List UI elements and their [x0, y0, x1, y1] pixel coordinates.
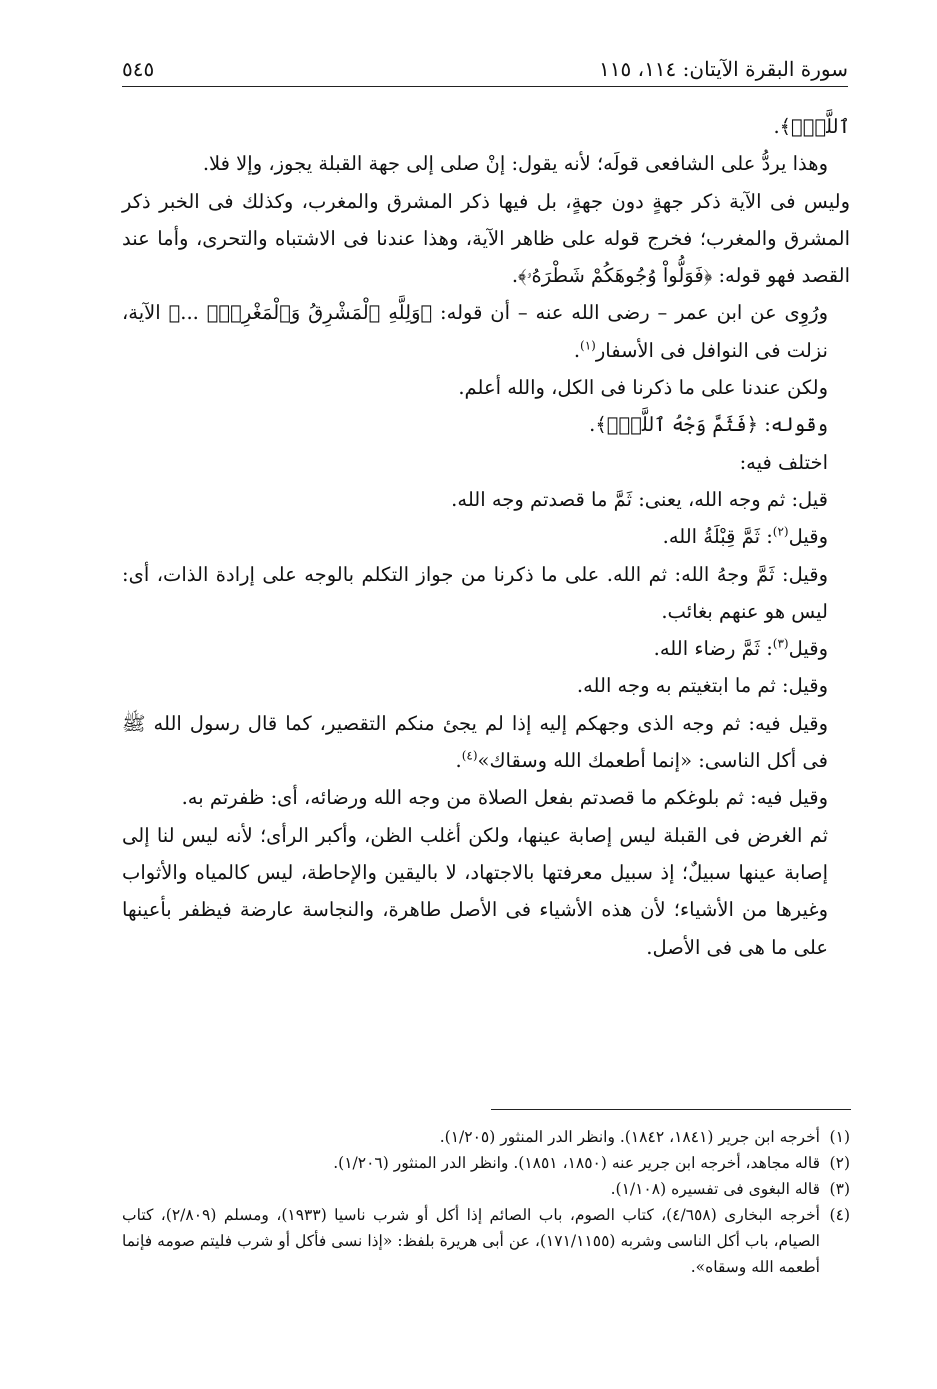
surah-title: سورة البقرة الآيتان: ١١٤، ١١٥ — [599, 57, 848, 81]
footnote-text: قاله البغوى فى تفسيره (١/١٠٨). — [610, 1180, 820, 1198]
paragraph: اختلف فيه: — [739, 450, 828, 474]
footnote-item — [122, 1124, 850, 1150]
paragraph: وقيل: ثَمَّ وجهُ الله: ثم الله. على ما ذكرنا من جواز التكلم بالوجه على إرادة الذات، أى: ليس هو عنهم بغائب. — [122, 562, 828, 623]
footnotes — [122, 1124, 850, 1280]
footnote-item — [122, 1150, 850, 1176]
paragraph: وقيل فيه: ثم بلوغكم ما قصدتم بفعل الصلاة من وجه الله ورضائه، أى: ظفرتم به. — [181, 786, 828, 810]
paragraph — [122, 518, 850, 555]
paragraph — [122, 630, 850, 667]
footnote-ref-1: (١) — [580, 338, 596, 353]
paragraph: وقيل: ثم ما ابتغيتم به وجه الله. — [576, 674, 828, 698]
running-header — [122, 52, 848, 87]
footnote-ref-2: (٢) — [772, 524, 789, 539]
text-run: وقيل فيه: ثم وجه الذى وجهكم إليه إذا لم يجئ منكم التقصير، كما قال رسول الله ﷺ فى أكل الناسى: «إنما أطعمك الله وسقاك» — [122, 711, 828, 773]
text-run: : ثَمَّ قِبْلَةُ الله. — [662, 525, 773, 549]
footnote-ref-3: (٣) — [772, 636, 789, 651]
paragraph: وقيل فيه: ثم وجه الذى وجهكم إليه إذا لم يجئ منكم التقصير، كما قال رسول الله ﷺ فى أكل الناسى: «إنما أطعمك الله وسقاك»$^{(٤)}$. — [122, 711, 828, 773]
paragraph: وليس فى الآية ذكر جهةٍ دون جهةٍ، بل فيها ذكر المشرق والمغرب، وكذلك فى الخبر ذكر المشرق والمغرب؛ فخرج قوله على ظاهر الآية، وهذا عندنا فى الاشتباه والتحرى، وأما عند القصد فهو قوله: ﴿فَوَلُّواْ وُجُوهَكُمْ شَطْرَهُۥ﴾. — [122, 189, 850, 288]
footnote-text: أخرجه البخارى (٤/٦٥٨)، كتاب الصوم، باب الصائم إذا أكل أو شرب ناسيا (١٩٣٣)، ومسلم (٢/٨٠٩)، كتاب الصيام، باب أكل الناسى وشربه (١٧١/١١٥٥)، عن أبى هريرة بلفظ: «إذا نسى فأكل أو شرب فليتم صومه فإنما أطعمه الله وسقاه». — [122, 1206, 820, 1276]
text-run: ورُوِى عن ابن عمر – رضى الله عنه – أن قوله: ﴿وَلِلَّهِ ٱلْمَشْرِقُ وَٱلْمَغْرِبُۚ ...﴾ الآية، نزلت فى النوافل فى الأسفار — [122, 301, 828, 362]
footnote-number: (٤) — [829, 1206, 850, 1224]
paragraph: ثم الغرض فى القبلة ليس إصابة عينها، ولكن أغلب الظن، وأكبر الرأى؛ لأنه ليس لنا إلى إصابة عينها سبيلٌ؛ إذ سبيل معرفتها بالاجتهاد، لا باليقين والإحاطة، ليس كالمياه والأثواب وغيرها من الأشياء؛ لأن هذه الأشياء فى الأصل طاهرة، والنجاسة عارضة فيظفر بأعينها على ما هى فى الأصل. — [122, 823, 828, 959]
text-run: : ثَمَّ رضاء الله. — [653, 637, 773, 661]
paragraph: ورُوِى عن ابن عمر – رضى الله عنه – أن قوله: ﴿وَلِلَّهِ ٱلْمَشْرِقُ وَٱلْمَغْرِبُۚ ...﴾ الآية، نزلت فى النوافل فى الأسفار$^{(١)}$. — [122, 301, 828, 362]
paragraph: وهذا يردُّ على الشافعى قولَه؛ لأنه يقول: إنْ صلى إلى جهة القبلة يجوز، وإلا فلا. — [202, 152, 828, 176]
footnote-text: قاله مجاهد، أخرجه ابن جرير عنه (١٨٥٠، ١٨٥١). وانظر الدر المنثور (١/٢٠٦). — [333, 1154, 820, 1172]
paragraph: قيل: ثم وجه الله، يعنى: ثَمَّ ما قصدتم وجه الله. — [451, 487, 828, 511]
footnote-text: أخرجه ابن جرير (١٨٤١، ١٨٤٢). وانظر الدر المنثور (١/٢٠٥). — [439, 1128, 820, 1146]
footnote-number: (٣) — [829, 1180, 850, 1198]
footnote-ref-4: (٤) — [461, 748, 478, 763]
footnote-item — [122, 1202, 850, 1280]
text-run: وقيل — [788, 637, 828, 661]
text-run: وقيل — [788, 525, 828, 549]
paragraph: ولكن عندنا على ما ذكرنا فى الكل، والله أعلم. — [458, 376, 828, 400]
page-number: ٥٤٥ — [122, 57, 155, 81]
paragraph: وقوله: ﴿فَثَمَّ وَجْهُ ٱللَّهِۚ﴾. — [589, 413, 828, 437]
footnote-number: (١) — [829, 1128, 850, 1146]
footnote-number: (٢) — [829, 1154, 850, 1172]
main-text — [122, 108, 850, 966]
footnote-item — [122, 1176, 850, 1202]
paragraph: ٱللَّهِۚ﴾. — [773, 115, 850, 138]
footnote-divider — [491, 1109, 851, 1110]
